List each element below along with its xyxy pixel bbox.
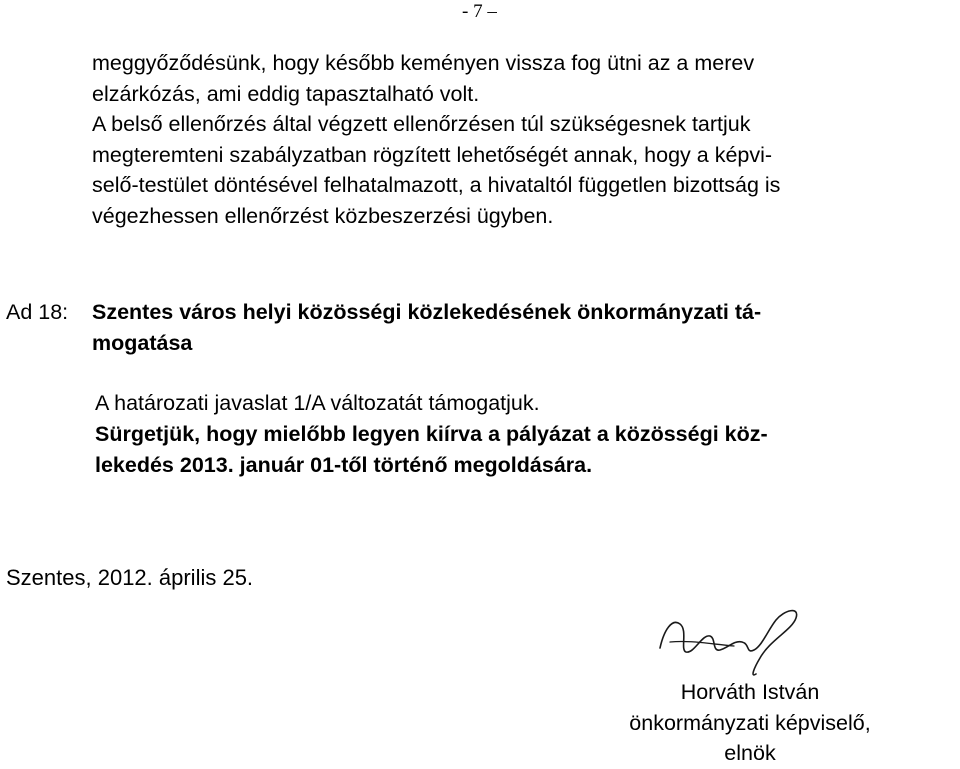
paragraph-internal-audit xyxy=(92,109,954,231)
text-line: meggyőződésünk, hogy később keményen vissza fog ütni az a merev xyxy=(92,51,755,75)
signer-title: elnök xyxy=(724,741,776,765)
agenda-item-title-continued: mogatása xyxy=(92,331,193,355)
text-line: végezhessen ellenőrzést közbeszerzési ügyben. xyxy=(92,203,554,228)
place-and-date: Szentes, 2012. április 25. xyxy=(6,565,254,590)
text-line: Sürgetjük, hogy mielőbb legyen kiírva a pályázat a közösségi köz- xyxy=(95,422,768,446)
support-statement: A határozati javaslat 1/A változatát támogatjuk. xyxy=(95,391,540,415)
urge-statement xyxy=(95,419,768,480)
handwritten-signature xyxy=(650,600,810,680)
text-line: A belső ellenőrzés által végzett ellenőrzésen túl szükségesnek tartjuk xyxy=(92,112,751,136)
agenda-item-label: Ad 18: xyxy=(6,300,69,324)
page-number: - 7 – xyxy=(462,1,497,22)
agenda-item-title: Szentes város helyi közösségi közlekedésének önkormányzati tá- xyxy=(92,300,762,324)
text-line: lekedés 2013. január 01-től történő megoldására. xyxy=(95,452,593,477)
text-line: selő-testület döntésével felhatalmazott, a hivataltól független bizottság is xyxy=(92,173,781,197)
signer-role: önkormányzati képviselő, xyxy=(629,710,871,735)
signer-name: Horváth István xyxy=(680,680,820,704)
text-line: elzárkózás, ami eddig tapasztalható volt. xyxy=(92,81,480,106)
paragraph-opinion xyxy=(92,48,954,109)
agenda-item-heading xyxy=(6,297,761,328)
signature-block xyxy=(580,677,920,769)
text-line: megteremteni szabályzatban rögzített lehetőségét annak, hogy a képvi- xyxy=(92,142,773,167)
